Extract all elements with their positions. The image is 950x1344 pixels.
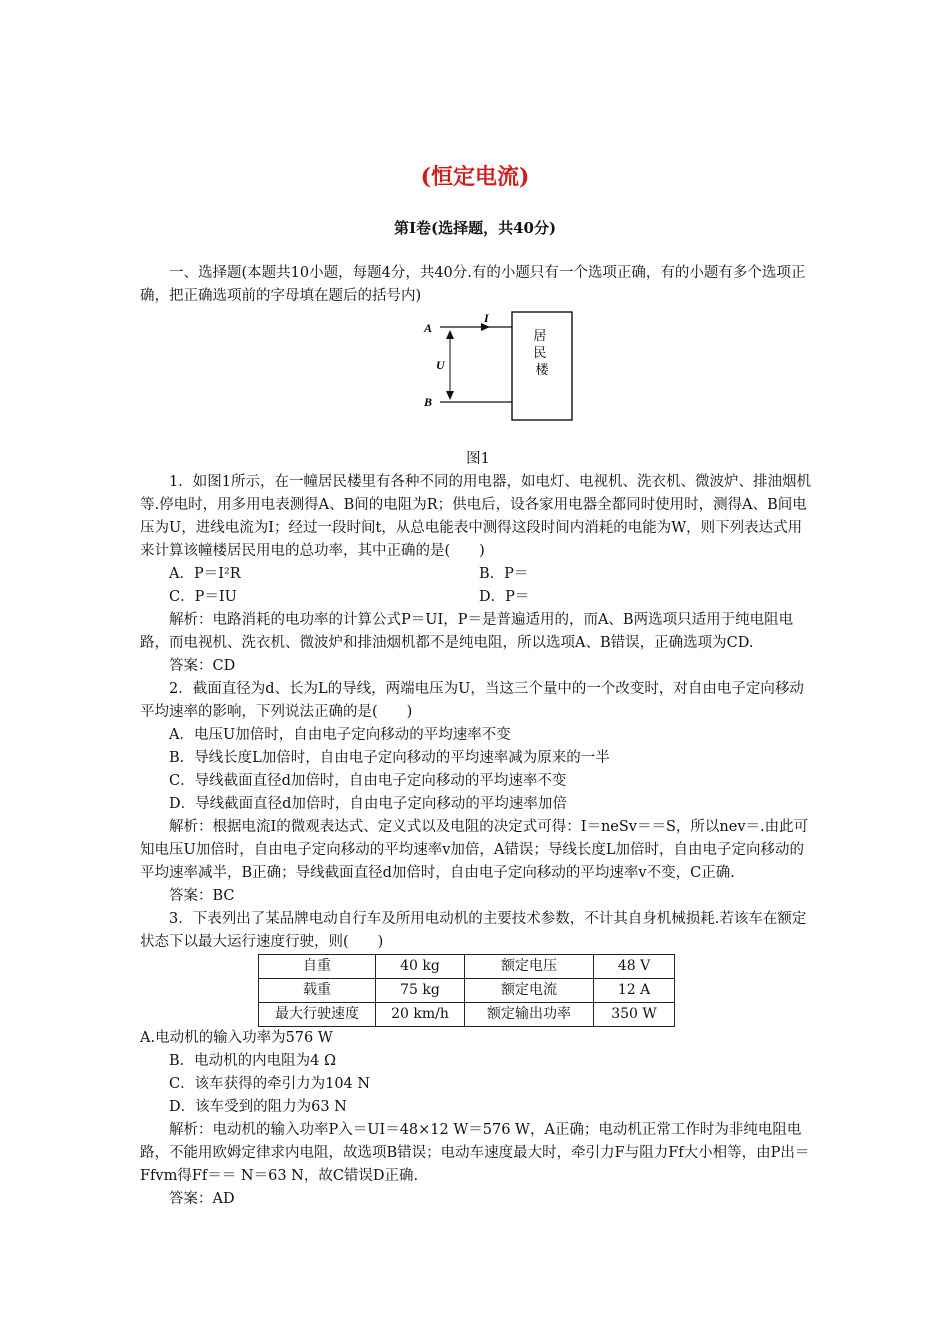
page-title: (恒定电流) — [420, 164, 530, 190]
table-row — [259, 955, 675, 979]
table-row — [259, 1003, 675, 1027]
q3-analysis: 解析：电动机的输入功率P入＝UI＝48×12 W＝576 W，A正确；电动机正常工作时为非纯电阻电路，不能用欧姆定律求内电阻，故选项B错误；电动车速度最大时，牵引力F与阻力Ff大小相等，由P出＝Ffvm得Ff＝＝ N＝63 N，故C错误D正确. — [140, 1122, 810, 1184]
building-label: 居 民 楼 — [533, 329, 549, 378]
intro-paragraph: 一、选择题(本题共10小题，每题4分，共40分.有的小题只有一个选项正确，有的小题有多个选项正确，把正确选项前的字母填在题后的括号内) — [140, 265, 806, 304]
table-cell: 20 km/h — [376, 1003, 465, 1027]
table-cell: 350 W — [594, 1003, 675, 1027]
q3-stem: 3．下表列出了某品牌电动自行车及所用电动机的主要技术参数，不计其自身机械损耗.若该车在额定状态下以最大运行速度行驶，则( ) — [140, 911, 807, 950]
q2-analysis: 解析：根据电流I的微观表达式、定义式以及电阻的决定式可得：I＝neSv＝＝S，所以nev＝.由此可知电压U加倍时，自由电子定向移动的平均速率v加倍，A错误；导线长度L加倍时，自由电子定向移动的平均速率减半，B正确；导线截面直径d加倍时，自由电子定向移动的平均速率v不变，C正确. — [140, 819, 809, 881]
table-cell: 额定电流 — [465, 979, 594, 1003]
document-body — [140, 262, 816, 1211]
label-a: A — [424, 321, 433, 335]
q1-options-row1 — [140, 563, 816, 586]
q3-option-d: D．该车受到的阻力为63 N — [169, 1099, 347, 1115]
q1-answer: 答案：CD — [169, 658, 236, 674]
q2-stem: 2．截面直径为d、长为L的导线，两端电压为U，当这三个量中的一个改变时，对自由电子定向移动平均速率的影响，下列说法正确的是( ) — [140, 681, 804, 720]
table-row — [259, 979, 675, 1003]
table-cell: 自重 — [259, 955, 376, 979]
q1-stem: 1．如图1所示，在一幢居民楼里有各种不同的用电器，如电灯、电视机、洗衣机、微波炉、排油烟机等.停电时，用多用电表测得A、B间的电阻为R；供电后，设各家用电器全都同时使用时，测得A、B间电压为U，进线电流为I；经过一段时间t，从总电能表中测得这段时间内消耗的电能为W，则下列表达式用来计算该幢楼居民用电的总功率，其中正确的是( ) — [140, 474, 811, 559]
spec-table — [258, 954, 675, 1027]
q2-answer: 答案：BC — [169, 888, 235, 904]
label-u: U — [436, 358, 445, 372]
section-title: 第Ⅰ卷(选择题，共40分) — [393, 219, 557, 237]
table-cell: 48 V — [594, 955, 675, 979]
figure-caption: 图1 — [466, 451, 490, 467]
q2-option-c: C．导线截面直径d加倍时，自由电子定向移动的平均速率不变 — [169, 773, 567, 789]
q1-option-c: C．P＝IU — [169, 589, 237, 605]
q3-answer: 答案：AD — [169, 1191, 235, 1207]
q3-option-b: B．电动机的内电阻为4 Ω — [169, 1053, 337, 1069]
table-cell: 12 A — [594, 979, 675, 1003]
q3-option-a: A.电动机的输入功率为576 W — [140, 1030, 333, 1046]
table-cell: 额定输出功率 — [465, 1003, 594, 1027]
q1-options-row2 — [140, 586, 816, 609]
q1-option-b: B．P＝ — [479, 566, 529, 582]
label-b: B — [424, 395, 433, 409]
table-cell: 最大行驶速度 — [259, 1003, 376, 1027]
q1-analysis: 解析：电路消耗的电功率的计算公式P＝UI，P＝是普遍适用的，而A、B两选项只适用于纯电阻电路，而电视机、洗衣机、微波炉和排油烟机都不是纯电阻，所以选项A、B错误，正确选项为CD. — [140, 612, 794, 651]
q2-option-d: D．导线截面直径d加倍时，自由电子定向移动的平均速率加倍 — [169, 796, 567, 812]
q2-option-b: B．导线长度L加倍时，自由电子定向移动的平均速率减为原来的一半 — [169, 750, 610, 766]
q3-option-c: C．该车获得的牵引力为104 N — [169, 1076, 371, 1092]
label-i: I — [484, 311, 489, 325]
q1-option-a: A．P＝I²R — [169, 566, 241, 582]
figure-1 — [140, 310, 816, 450]
q2-option-a: A．电压U加倍时，自由电子定向移动的平均速率不变 — [169, 727, 511, 743]
circuit-diagram — [140, 310, 816, 450]
table-cell: 载重 — [259, 979, 376, 1003]
q1-option-d: D．P＝ — [479, 589, 530, 605]
table-cell: 40 kg — [376, 955, 465, 979]
table-cell: 额定电压 — [465, 955, 594, 979]
table-cell: 75 kg — [376, 979, 465, 1003]
